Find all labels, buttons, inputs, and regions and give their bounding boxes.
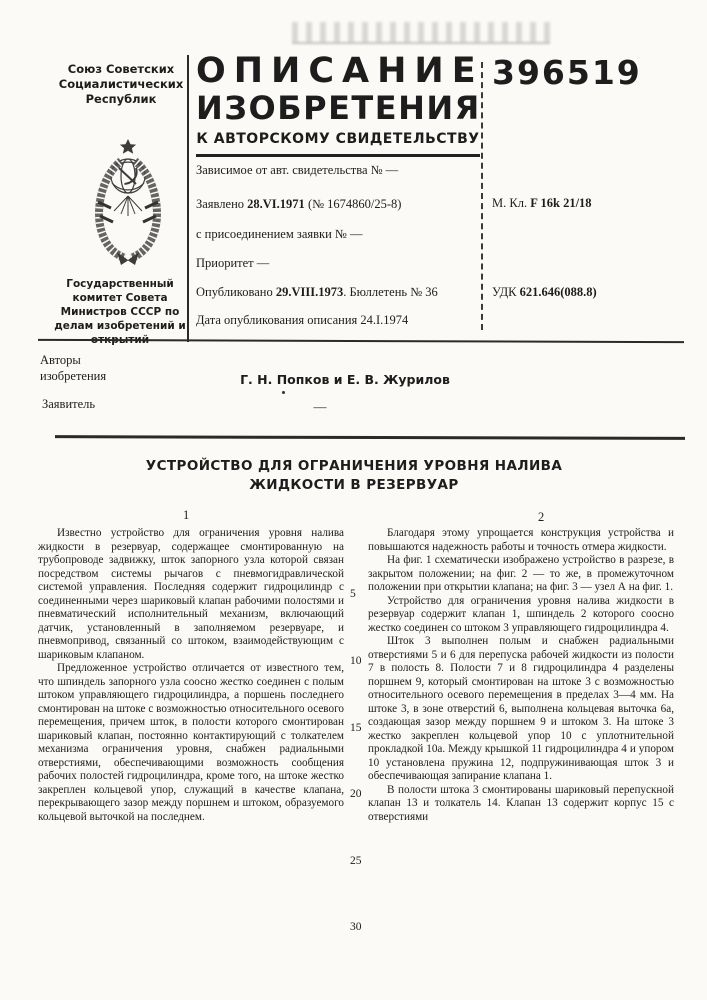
- published-row: [196, 285, 438, 300]
- filed-date: 28.VI.1971: [247, 197, 305, 211]
- udk-value: 621.646(088.8): [519, 285, 597, 299]
- published-prefix: Опубликовано: [196, 285, 276, 299]
- line-number: 25: [350, 855, 362, 867]
- invention-title-line2: ЖИДКОСТИ В РЕЗЕРВУАР: [249, 477, 459, 493]
- body-text: [38, 527, 675, 824]
- line-number: 20: [350, 788, 362, 800]
- published-bulletin: . Бюллетень № 36: [343, 285, 438, 299]
- line-number: 5: [350, 588, 356, 600]
- paragraph: Шток 3 выполнен полым и снабжен радиальными отверстиями 5 и 6 для перепуска рабочей жидкости из полости 7 в полость 8. Полости 7 и 8 гидроцилиндра 4 разделены поршнем 9, который смонтирован на штоке 3 с возможностью относительного осевого перемещения в пределах 3—4 мм. На штоке 3, в зоне отверстий 6, выполнена кольцевая выточка 6а, создающая зазор между поршнем 9 и штоком 3. На штоке 3 жестко закреплен кольцевой упор 10 с уплотнительной прокладкой 10а. Между крышкой 11 гидроцилиндра 4 и упором 10 установлена пружина 12, подпружинивающая шток 3 и обеспечивающая запирание клапана 1.: [368, 635, 674, 782]
- top-stamp-smudge: [292, 22, 550, 44]
- attachment-row: с присоединением заявки № —: [196, 227, 363, 241]
- filed-row: [196, 197, 401, 212]
- paragraph: Известно устройство для ограничения уровня налива жидкости в резервуар, содержащее смонтированную на трубопроводе задвижку, шток запорного узла которой связан посредством системы рычагов с пневмогидравлической системой управления. Последняя содержит гидроцилиндр с соединенными через шариковый клапан рабочими полостями и пневматический исполнительный механизм, включающий датчик, установленный в заполняемом резервуаре, и пневмопривод, связанный со штоком, взаимодействующим с шариковым клапаном.: [38, 527, 344, 661]
- paragraph: Благодаря этому упрощается конструкция устройства и повышаются надежность работы и точность отмера жидкости.: [368, 527, 674, 553]
- column-marker-right: 2: [538, 510, 545, 524]
- priority-row: Приоритет —: [196, 256, 270, 270]
- authors-bottom-rule: [55, 435, 685, 439]
- dependent-certificate-row: Зависимое от авт. свидетельства № —: [196, 163, 399, 177]
- classification-label: М. Кл.: [492, 196, 531, 210]
- header-divider-right: [481, 62, 483, 330]
- ussr-emblem-icon: [88, 136, 168, 270]
- left-column: [38, 527, 344, 824]
- udk-label: УДК: [492, 285, 520, 299]
- applicant-value: —: [313, 399, 327, 414]
- doc-type-line2: ИЗОБРЕТЕНИЯ: [196, 89, 481, 127]
- paragraph: Устройство для ограничения уровня налива жидкости в резервуар содержит клапан 1, шпиндель 2 которого соосно жестко соединен со штоком 3 управляющего гидроцилиндра 4.: [368, 594, 674, 634]
- column-marker-left: 1: [183, 508, 190, 522]
- ink-dot: [282, 391, 285, 394]
- classification-row: [492, 196, 592, 211]
- udk-row: [492, 285, 597, 300]
- author-names: Г. Н. Попков и Е. В. Журилов: [240, 372, 450, 387]
- authors-label: Авторы изобретения: [40, 353, 107, 383]
- doc-subtitle: К АВТОРСКОМУ СВИДЕТЕЛЬСТВУ: [196, 131, 480, 157]
- published-date: 29.VIII.1973: [275, 285, 344, 299]
- classification-value: F 16k 21/18: [530, 196, 592, 210]
- doc-type-line1: ОПИСАНИЕ: [196, 51, 484, 91]
- publication-date-row: Дата опубликования описания 24.I.1974: [196, 313, 409, 327]
- filed-number: (№ 1674860/25-8): [304, 197, 402, 211]
- applicant-label: Заявитель: [42, 397, 96, 411]
- paragraph: Предложенное устройство отличается от известного тем, что шпиндель запорного узла соосно жестко соединен с полым штоком управляющего гидроцилиндра, а поршень последнего смонтирован на штоке с возможностью относительного осевого перемещения, причем шток, в полости которого смонтирован шариковый клапан, постоянно контактирующий с толкателем механизма ограничения уровня, снабжен радиальными отверстиями, обеспечивающими возможность сообщения рабочих полостей гидроцилиндра, кроме того, на штоке жестко закреплен кольцевой упор, служащий в качестве клапана, перекрывающего зазор между поршнем и штоком, образуемого кольцевой выточкой на последнем.: [38, 662, 344, 823]
- line-number: 10: [350, 655, 362, 667]
- invention-title: [118, 457, 590, 495]
- patent-number: 396519: [492, 53, 642, 92]
- filed-prefix: Заявлено: [196, 197, 248, 211]
- paragraph: В полости штока 3 смонтированы шариковый перепускной клапан 13 и толкатель 14. Клапан 13 содержит корпус 15 с отверстиями: [368, 783, 674, 823]
- union-name: Союз Советских Социалистических Республик: [58, 62, 184, 106]
- line-number: 15: [350, 722, 362, 734]
- header-divider-left: [187, 55, 189, 342]
- line-number: 30: [350, 921, 362, 933]
- document-type-heading: [196, 51, 484, 157]
- paragraph: На фиг. 1 схематически изображено устройство в разрезе, в закрытом положении; на фиг. 2 — то же, в промежуточном положении при открытии клапана; на фиг. 3 — узел А на фиг. 1.: [368, 554, 674, 593]
- right-column: [368, 527, 674, 824]
- committee-name: Государственный комитет Совета Министров СССР по делам изобретений и: [54, 278, 186, 332]
- invention-title-line1: УСТРОЙСТВО ДЛЯ ОГРАНИЧЕНИЯ УРОВНЯ НАЛИВА: [145, 458, 563, 474]
